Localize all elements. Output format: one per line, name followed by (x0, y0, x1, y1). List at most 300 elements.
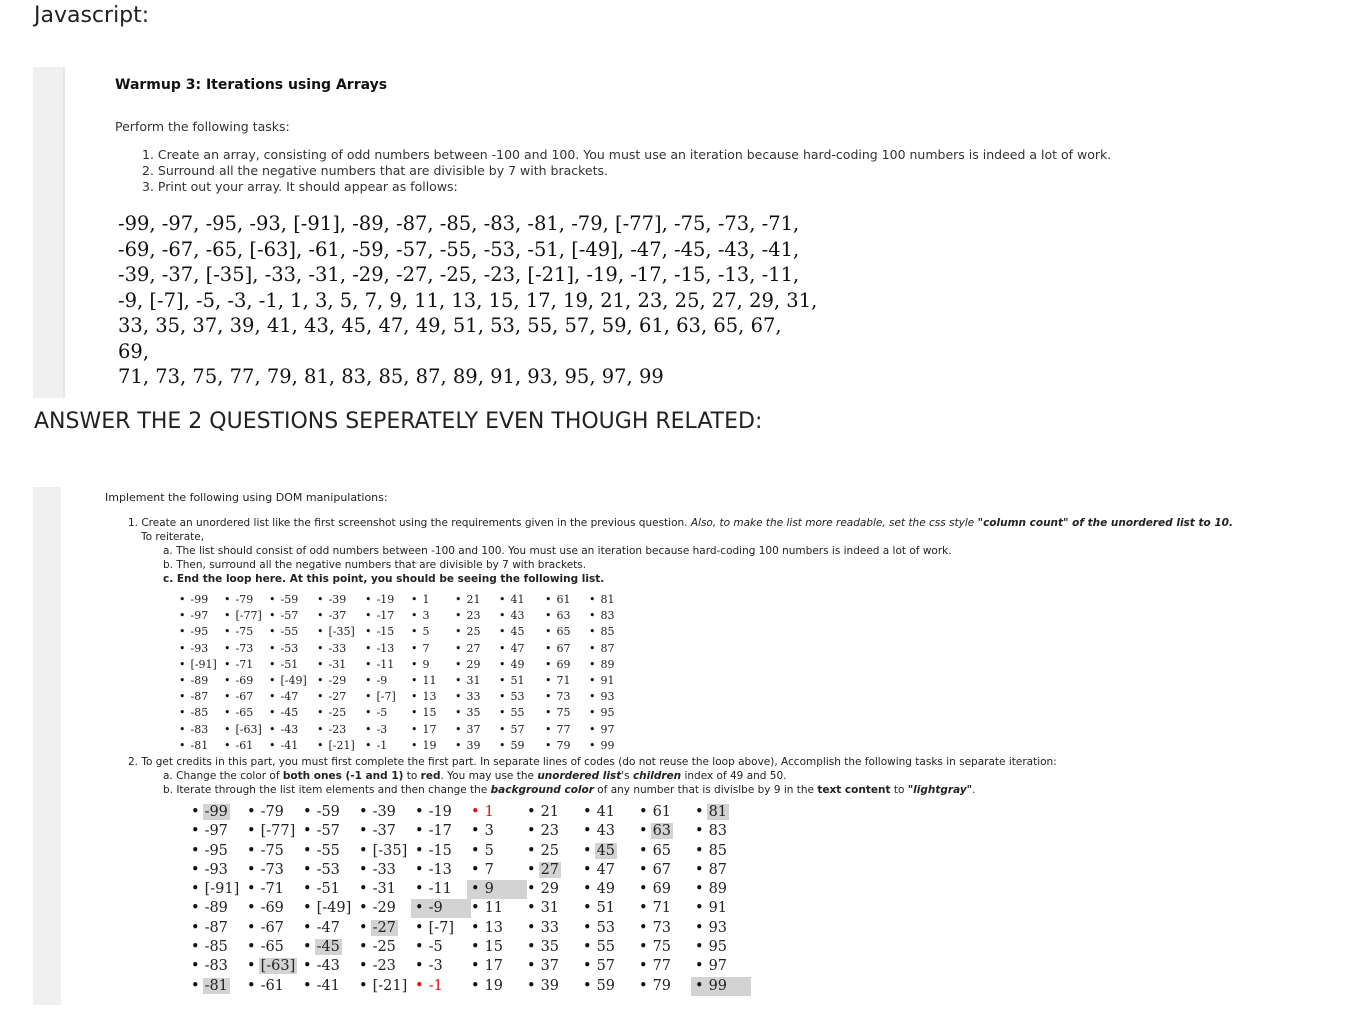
bullet: • (589, 609, 596, 623)
list-item-value: -71 (235, 657, 254, 671)
bullet: • (411, 657, 418, 671)
bullet: • (359, 804, 368, 820)
bullet: • (499, 690, 506, 704)
list-item-value: -93 (204, 861, 228, 878)
list-item (455, 592, 481, 608)
list-item-value: -23 (328, 722, 347, 736)
bullet: • (359, 823, 368, 840)
list-item (695, 861, 729, 880)
list-item (589, 722, 615, 738)
bullet: • (365, 738, 372, 752)
bullet: • (455, 593, 462, 606)
list-item-value: 73 (652, 919, 672, 936)
bullet: • (269, 722, 276, 736)
list-item (695, 938, 729, 957)
list-item (317, 673, 355, 689)
list-item (269, 608, 307, 624)
list-item (499, 689, 525, 705)
list-item-value: 71 (556, 673, 571, 687)
list-item (589, 592, 615, 608)
list-item (179, 722, 217, 738)
list-column (365, 592, 396, 754)
list-item (639, 822, 673, 841)
list-item (455, 657, 481, 673)
bullet: • (695, 842, 704, 859)
list-item-value: 83 (600, 609, 615, 623)
list-item-value: -79 (260, 804, 284, 820)
list-item (415, 880, 454, 899)
bullet: • (359, 881, 368, 898)
list-item (365, 722, 396, 738)
list-item-value: -5 (428, 939, 443, 956)
bullet: • (317, 593, 324, 606)
bullet: • (179, 609, 186, 623)
list-item-value: 89 (600, 657, 615, 671)
list-item-value: 21 (540, 804, 560, 820)
list-item-value: -51 (316, 881, 340, 898)
list-item-value: 3 (422, 609, 430, 623)
list-item (589, 705, 615, 721)
bullet: • (499, 625, 506, 639)
bullet: • (545, 738, 552, 752)
list-item (411, 722, 437, 738)
list-item (499, 673, 525, 689)
list-item-value: 47 (510, 641, 525, 655)
list-item-value: -43 (316, 958, 340, 975)
bullet: • (247, 977, 256, 994)
list-item-value: -73 (235, 641, 254, 655)
list-item-value: -25 (372, 939, 396, 956)
list-item-value: 39 (540, 977, 560, 994)
list-item (191, 880, 239, 899)
list-item-value: -1 (428, 977, 443, 994)
bullet: • (639, 919, 648, 936)
list-item (639, 861, 673, 880)
list-item (545, 689, 571, 705)
bullet: • (471, 804, 480, 820)
list-item (411, 624, 437, 640)
list-item (303, 938, 351, 957)
list-item-value: -19 (428, 804, 452, 820)
bullet: • (415, 823, 424, 840)
list-item-value: -87 (190, 690, 209, 704)
list-item (695, 957, 729, 976)
list-item (589, 673, 615, 689)
bullet: • (589, 593, 596, 606)
bullet: • (639, 842, 648, 859)
list-item (589, 624, 615, 640)
bullet: • (317, 625, 324, 639)
list-item (455, 722, 481, 738)
list-item-value: 99 (708, 977, 728, 994)
list-item-value: 29 (466, 657, 481, 671)
bullet: • (545, 609, 552, 623)
list-item (499, 657, 525, 673)
bullet: • (545, 722, 552, 736)
list-item (695, 899, 729, 918)
list-item-value: -57 (316, 823, 340, 840)
output-line: 33, 35, 37, 39, 41, 43, 45, 47, 49, 51, 53, 55, 57, 59, 61, 63, 65, 67, 69, (118, 314, 782, 363)
bullet: • (247, 823, 256, 840)
list-item (471, 822, 503, 841)
bullet: • (179, 722, 186, 736)
bullet: • (191, 939, 200, 956)
list-item-value: -89 (204, 900, 228, 917)
bullet: • (359, 919, 368, 936)
list-item (415, 957, 454, 976)
bullet: • (583, 823, 592, 840)
list-item-value: -19 (376, 593, 395, 606)
list-item (179, 641, 217, 657)
list-item-value: -65 (260, 939, 284, 956)
bullet: • (415, 842, 424, 859)
list-item-value: -67 (235, 690, 254, 704)
bullet: • (583, 939, 592, 956)
list-item (247, 842, 297, 861)
bullet: • (179, 625, 186, 639)
list-item-value: [-91] (204, 881, 240, 898)
bullet: • (583, 804, 592, 820)
list-item-value: 95 (708, 939, 728, 956)
list-item-value: 11 (484, 900, 504, 917)
list-item-value: 63 (556, 609, 571, 623)
list-item (365, 641, 396, 657)
dom-task-screenshot (33, 487, 1283, 1005)
bullet: • (545, 641, 552, 655)
list-item-value: [-77] (235, 609, 262, 623)
list-item (247, 880, 297, 899)
list-item (455, 738, 481, 754)
bullet: • (191, 958, 200, 975)
list-item (224, 689, 262, 705)
list-item-value: 41 (596, 804, 616, 820)
list-item-value: 67 (556, 641, 571, 655)
bullet: • (359, 842, 368, 859)
list-item (583, 919, 617, 938)
bullet: • (545, 657, 552, 671)
list-item (471, 899, 503, 918)
list-item-value: -61 (235, 738, 254, 752)
list-item (411, 608, 437, 624)
list-item (269, 657, 307, 673)
bullet: • (471, 881, 480, 898)
list-item-value: -59 (280, 593, 299, 606)
list-item (589, 608, 615, 624)
list-item (303, 957, 351, 976)
warmup-screenshot (33, 67, 1133, 398)
list-item (191, 861, 239, 880)
list-item-value: 65 (652, 842, 672, 859)
list-item-value: 87 (600, 641, 615, 655)
bullet: • (191, 823, 200, 840)
list-item-value: 91 (600, 673, 615, 687)
list-item-value: 75 (652, 939, 672, 956)
bullet: • (359, 939, 368, 956)
list-item (269, 624, 307, 640)
list-item-value: -79 (235, 593, 254, 606)
list-item-value: 23 (466, 609, 481, 623)
list-item (179, 673, 217, 689)
list-item-value: -39 (328, 593, 347, 606)
list-item-value: -83 (190, 722, 209, 736)
list-item-value: -17 (428, 823, 452, 840)
list-item-value: -99 (190, 593, 209, 606)
list-item (317, 608, 355, 624)
list-item (303, 822, 351, 841)
list-item-value: 15 (484, 939, 504, 956)
bullet: • (583, 977, 592, 994)
bullet: • (411, 706, 418, 720)
list-item-value: 77 (556, 722, 571, 736)
list-item (224, 673, 262, 689)
list-item-value: -27 (372, 919, 396, 936)
list-item (247, 957, 297, 976)
list-item-value: -69 (235, 673, 254, 687)
bullet: • (471, 919, 480, 936)
list-item-value: 19 (484, 977, 504, 994)
list-item-value: 17 (484, 958, 504, 975)
bullet: • (269, 673, 276, 687)
list-item (471, 977, 503, 996)
list-item-value: [-21] (372, 977, 408, 994)
bullet: • (247, 900, 256, 917)
list-item-value: 37 (466, 722, 481, 736)
list-item-value: -41 (316, 977, 340, 994)
list-item-value: 83 (708, 823, 728, 840)
list-item (583, 977, 617, 996)
list-item (191, 822, 239, 841)
dom-task-intro: Implement the following using DOM manipulations: (105, 491, 388, 504)
bullet: • (224, 706, 231, 720)
bullet: • (224, 625, 231, 639)
list-item-value: -45 (280, 706, 299, 720)
bullet: • (455, 609, 462, 623)
list-item-value: 61 (652, 804, 672, 820)
output-line: -99, -97, -95, -93, [-91], -89, -87, -85, -83, -81, -79, [-77], -75, -73, -71, (118, 212, 800, 235)
bullet: • (224, 609, 231, 623)
list-item-value: -41 (280, 738, 299, 752)
bullet: • (411, 625, 418, 639)
list-item-value: 69 (556, 657, 571, 671)
warmup-task-list (142, 147, 1111, 195)
bullet: • (224, 593, 231, 606)
bullet: • (411, 738, 418, 752)
bullet: • (303, 804, 312, 820)
bullet: • (269, 690, 276, 704)
list-item-value: -11 (376, 657, 395, 671)
list-item (455, 689, 481, 705)
list-item-value: -81 (204, 977, 228, 994)
list-item-value: 81 (600, 593, 615, 606)
list-item (589, 738, 615, 754)
warmup-task: 2. Surround all the negative numbers that are divisible by 7 with brackets. (142, 163, 609, 178)
list-item-value: 67 (652, 861, 672, 878)
bullet: • (411, 609, 418, 623)
list-item-value: -95 (190, 625, 209, 639)
bullet: • (317, 706, 324, 720)
list-item-value: -73 (260, 861, 284, 878)
list-item-value: [-35] (328, 625, 355, 639)
list-column (589, 592, 615, 754)
list-item-value: -99 (204, 804, 228, 820)
list-item-value: -61 (260, 977, 284, 994)
list-item-value: -53 (316, 861, 340, 878)
list-item-value: -3 (428, 958, 443, 975)
list-item (365, 592, 396, 608)
list-item-value: -87 (204, 919, 228, 936)
list-item-value: 87 (708, 861, 728, 878)
bullet: • (179, 657, 186, 671)
bullet: • (224, 657, 231, 671)
list-item (471, 880, 503, 899)
bullet: • (411, 722, 418, 736)
bullet: • (191, 919, 200, 936)
list-column (583, 803, 617, 996)
list-item (415, 822, 454, 841)
expected-output (118, 211, 818, 390)
bullet: • (583, 842, 592, 859)
bullet: • (415, 861, 424, 878)
bullet: • (365, 593, 372, 606)
list-item (589, 689, 615, 705)
list-item (527, 899, 561, 918)
bullet: • (303, 919, 312, 936)
list-item (317, 689, 355, 705)
bullet: • (411, 673, 418, 687)
list-item-value: 47 (596, 861, 616, 878)
list-item (639, 880, 673, 899)
bullet: • (224, 673, 231, 687)
bullet: • (191, 804, 200, 820)
bullet: • (499, 738, 506, 752)
list-item (317, 592, 355, 608)
list-item (455, 673, 481, 689)
list-item-value: -65 (235, 706, 254, 720)
bullet: • (415, 939, 424, 956)
list-item-value: 59 (596, 977, 616, 994)
list-item (455, 624, 481, 640)
list-item (583, 803, 617, 822)
list-item-value: 73 (556, 690, 571, 704)
bullet: • (583, 861, 592, 878)
list-item-value: -75 (260, 842, 284, 859)
list-item-value: -89 (190, 673, 209, 687)
list-item (411, 689, 437, 705)
list-item-value: 7 (422, 641, 430, 655)
list-item (303, 803, 351, 822)
bullet: • (589, 722, 596, 736)
list-item (455, 641, 481, 657)
bullet: • (191, 977, 200, 994)
list-item (317, 641, 355, 657)
bullet: • (269, 641, 276, 655)
list-item (224, 592, 262, 608)
list-item-value: 51 (510, 673, 525, 687)
list-item-value: [-7] (428, 919, 455, 936)
list-item (191, 977, 239, 996)
quote-bar (33, 67, 65, 398)
list-item (639, 977, 673, 996)
bullet: • (471, 977, 480, 994)
list-column (191, 803, 239, 996)
bullet: • (359, 861, 368, 878)
bullet: • (317, 641, 324, 655)
list-item (545, 641, 571, 657)
list-item (583, 957, 617, 976)
list-item-value: 3 (484, 823, 494, 840)
bullet: • (471, 900, 480, 917)
list-column (224, 592, 262, 754)
list-column (269, 592, 307, 754)
list-item-value: -85 (204, 939, 228, 956)
list-column (639, 803, 673, 996)
list-item (545, 624, 571, 640)
list-item-value: -43 (280, 722, 299, 736)
bullet: • (365, 706, 372, 720)
list-item (365, 705, 396, 721)
list-column (695, 803, 729, 996)
list-column (247, 803, 297, 996)
list-item-value: -55 (280, 625, 299, 639)
list-item-value: [-91] (190, 657, 217, 671)
list-item-value: -69 (260, 900, 284, 917)
list-item-value: 27 (466, 641, 481, 655)
bullet: • (317, 673, 324, 687)
bullet: • (365, 673, 372, 687)
list-item (224, 624, 262, 640)
bullet: • (455, 722, 462, 736)
list-item-value: -23 (372, 958, 396, 975)
list-item-value: 33 (466, 690, 481, 704)
bullet: • (365, 641, 372, 655)
bullet: • (303, 823, 312, 840)
list-item (499, 608, 525, 624)
bullet: • (303, 881, 312, 898)
list-item (695, 803, 729, 822)
list-item (365, 738, 396, 754)
output-line: -69, -67, -65, [-63], -61, -59, -57, -55, -53, -51, [-49], -47, -45, -43, -41, (118, 237, 800, 261)
bullet: • (639, 881, 648, 898)
bullet: • (639, 900, 648, 917)
list-item-value: -1 (376, 738, 388, 752)
list-item (179, 738, 217, 754)
list-item-value: -37 (372, 823, 396, 840)
list-item (191, 938, 239, 957)
list-item (639, 803, 673, 822)
question-1b: b. Then, surround all the negative numbers that are divisible by 7 with brackets. (163, 559, 587, 571)
bullet: • (365, 609, 372, 623)
list-item-value: 85 (600, 625, 615, 639)
bullet: • (247, 881, 256, 898)
list-item (359, 957, 407, 976)
list-item-value: 53 (596, 919, 616, 936)
list-item-value: 89 (708, 881, 728, 898)
list-item (589, 641, 615, 657)
list-item-value: -13 (376, 641, 395, 655)
list-item-value: 69 (652, 881, 672, 898)
list-item (303, 880, 351, 899)
list-item (583, 822, 617, 841)
bullet: • (499, 641, 506, 655)
list-item (359, 938, 407, 957)
list-item-value: 5 (422, 625, 430, 639)
bullet: • (269, 738, 276, 752)
list-item-value: 9 (422, 657, 430, 671)
list-item (411, 657, 437, 673)
list-item (589, 657, 615, 673)
output-line: 71, 73, 75, 77, 79, 81, 83, 85, 87, 89, 91, 93, 95, 97, 99 (118, 365, 664, 388)
bullet: • (359, 977, 368, 994)
